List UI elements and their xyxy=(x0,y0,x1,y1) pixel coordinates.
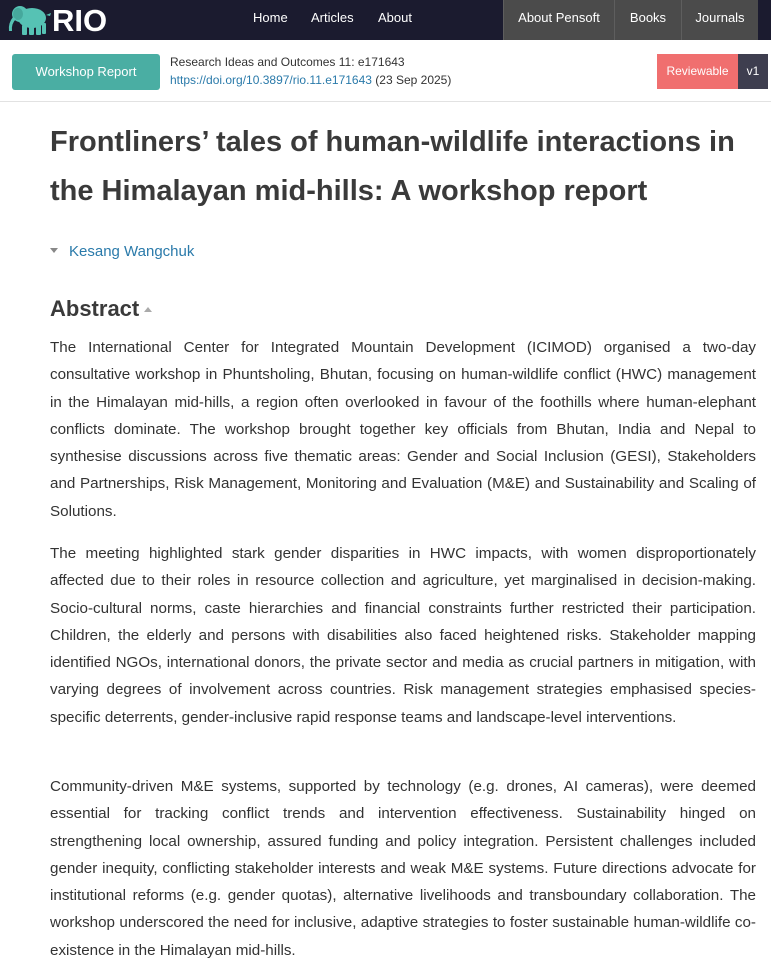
nav-about-link[interactable]: About xyxy=(378,10,412,25)
article-type-button[interactable]: Workshop Report xyxy=(12,54,160,90)
nav-articles-link[interactable]: Articles xyxy=(311,10,354,25)
rio-logo[interactable] xyxy=(2,1,132,37)
article-title: Frontliners’ tales of human-wildlife interactions in the Himalayan mid-hills: A workshop report xyxy=(50,126,735,207)
nav-journals-button[interactable]: Journals xyxy=(681,0,758,40)
author-row[interactable] xyxy=(50,241,194,263)
nav-home-link[interactable]: Home xyxy=(253,10,288,25)
author-name-link[interactable]: Kesang Wangchuk xyxy=(69,243,195,260)
abstract-heading-label: Abstract xyxy=(50,296,140,321)
chevron-up-icon[interactable] xyxy=(144,307,152,312)
abstract-paragraph-2: The meeting highlighted stark gender disparities in HWC impacts, with women disproportionately affected due to their roles in resource collection and agriculture, yet marginalised in decision-making. Socio-cultural norms, caste hierarchies and financial constraints further restricted their participation. Children, the elderly and persons with disabilities also faced heightened risks. Stakeholder mapping identified NGOs, international donors, the private sector and media as crucial partners in mitigation, with varying degrees of involvement across countries. Risk management strategies emphasised species-specific deterrents, gender-inclusive rapid response teams and landscape-level interventions. xyxy=(50,545,756,726)
doi-link[interactable]: https://doi.org/10.3897/rio.11.e171643 xyxy=(170,73,372,87)
doi-line xyxy=(170,73,451,87)
elephant-icon xyxy=(9,6,51,35)
publication-date: (23 Sep 2025) xyxy=(375,73,452,87)
rio-logo-text: RIO xyxy=(52,3,108,37)
abstract-paragraph-3: Community-driven M&E systems, supported by technology (e.g. drones, AI cameras), were deemed essential for tracking conflict trends and intervention effectiveness. Sustainability hinged on strengthening local ownership, assured funding and policy integration. Persistent challenges included gender inequity, conflicting stakeholder interests and weak M&E systems. Future directions advocate for institutional reforms (e.g. gender quotas), alternative livelihoods and transboundary collaboration. The workshop underscored the need for inclusive, adaptive strategies to foster sustainable human-wildlife co-existence in the Himalayan mid-hills. xyxy=(50,778,756,959)
nav-about-pensoft-button[interactable]: About Pensoft xyxy=(503,0,614,40)
abstract-heading[interactable] xyxy=(50,295,152,323)
article-meta-row xyxy=(0,40,771,102)
chevron-down-icon[interactable] xyxy=(50,248,58,253)
journal-citation: Research Ideas and Outcomes 11: e171643 xyxy=(170,55,405,69)
top-navigation-bar xyxy=(0,0,771,40)
reviewable-badge[interactable]: Reviewable xyxy=(657,54,738,89)
nav-books-button[interactable]: Books xyxy=(614,0,681,40)
abstract-paragraph-1: The International Center for Integrated Mountain Development (ICIMOD) organised a two-day consultative workshop in Phuntsholing, Bhutan, focusing on human-wildlife conflict (HWC) management in the Himalayan mid-hills, a region often overlooked in favour of the foothills where human-elephant conflicts dominate. The workshop brought together key officials from Bhutan, India and Nepal to synthesise discussions across five thematic areas: Gender and Social Inclusion (GESI), Stakeholders and Partnerships, Risk Management, Monitoring and Evaluation (M&E) and Sustainability and Scaling of Solutions. xyxy=(50,339,756,520)
version-badge[interactable]: v1 xyxy=(738,54,768,89)
